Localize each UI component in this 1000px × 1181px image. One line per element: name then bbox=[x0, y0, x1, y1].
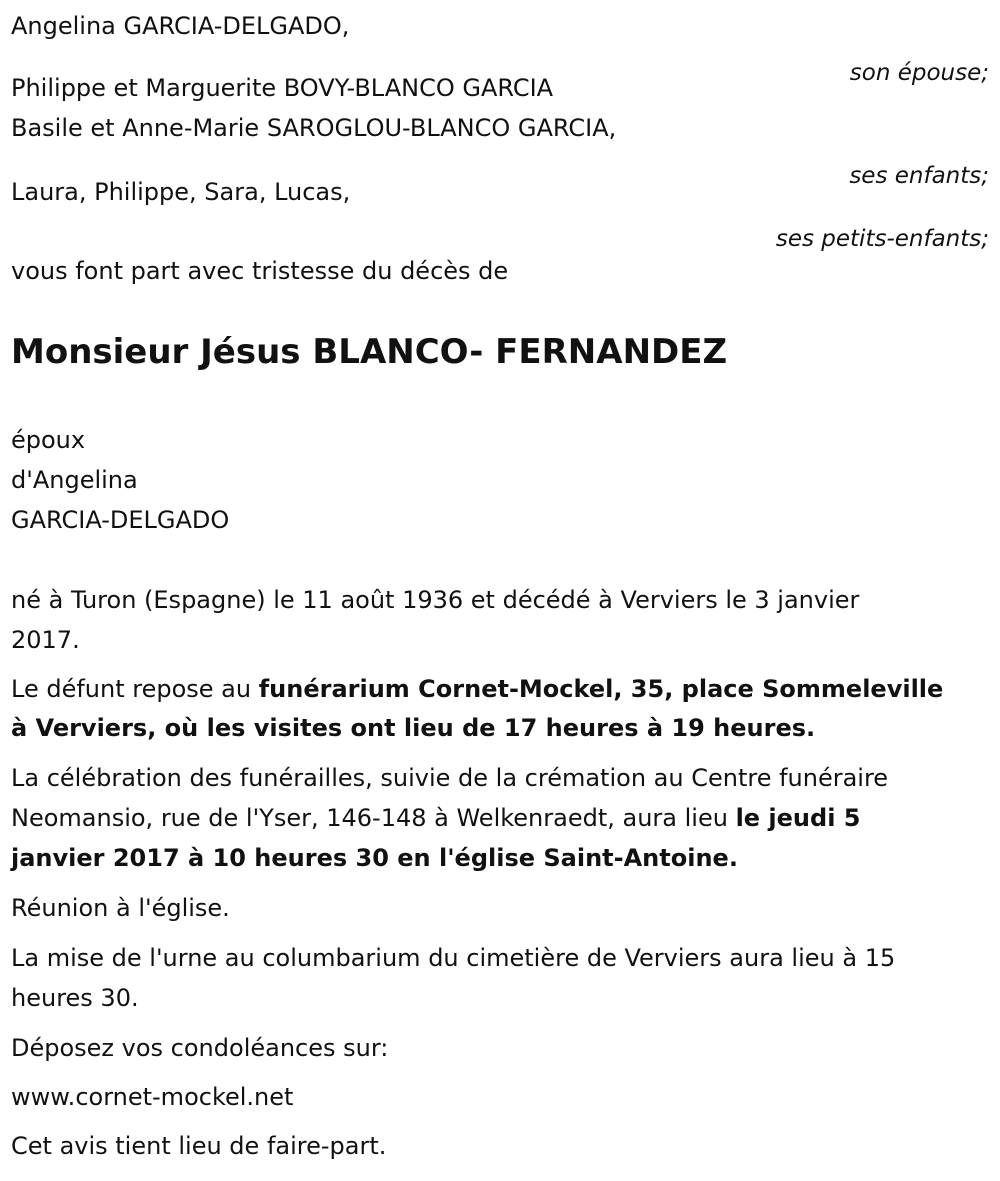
ceremony-date-start: le jeudi 5 bbox=[735, 804, 861, 832]
rest-intro: Le défunt repose au bbox=[11, 675, 259, 703]
epoux-line-3: GARCIA-DELGADO bbox=[11, 506, 230, 534]
announcement-text: vous font part avec tristesse du décès de bbox=[11, 257, 509, 285]
epoux-line-2: d'Angelina bbox=[11, 466, 138, 494]
children-line-2: Basile et Anne-Marie SAROGLOU-BLANCO GARCIA, bbox=[11, 114, 617, 142]
condolences-label: Déposez vos condoléances sur: bbox=[11, 1034, 389, 1062]
rest-line-2: à Verviers, où les visites ont lieu de 17 heures à 19 heures. bbox=[11, 714, 816, 742]
children-line-1: Philippe et Marguerite BOVY-BLANCO GARCIA bbox=[11, 74, 554, 102]
urn-line-2: heures 30. bbox=[11, 984, 139, 1012]
urn-line-1: La mise de l'urne au columbarium du cimetière de Verviers aura lieu à 15 bbox=[11, 944, 896, 972]
children-relation: ses enfants; bbox=[849, 163, 989, 189]
birth-death-line-1: né à Turon (Espagne) le 11 août 1936 et décédé à Verviers le 3 janvier bbox=[11, 586, 860, 614]
ceremony-line-2 bbox=[11, 798, 860, 838]
reunion-text: Réunion à l'église. bbox=[11, 894, 230, 922]
grandchildren-names: Laura, Philippe, Sara, Lucas, bbox=[11, 178, 351, 206]
rest-location: funérarium Cornet-Mockel, 35, place Sommeleville bbox=[258, 675, 944, 703]
ceremony-place: Neomansio, rue de l'Yser, 146-148 à Welkenraedt, aura lieu bbox=[11, 804, 736, 832]
ceremony-line-3: janvier 2017 à 10 heures 30 en l'église Saint-Antoine. bbox=[11, 844, 738, 872]
rest-line-1 bbox=[11, 669, 943, 709]
spouse-names: Angelina GARCIA-DELGADO, bbox=[11, 12, 350, 40]
deceased-name: Monsieur Jésus BLANCO- FERNANDEZ bbox=[11, 332, 728, 372]
birth-death-line-2: 2017. bbox=[11, 626, 80, 654]
spouse-relation: son épouse; bbox=[849, 60, 989, 86]
condolences-url[interactable]: www.cornet-mockel.net bbox=[11, 1083, 294, 1111]
closing-text: Cet avis tient lieu de faire-part. bbox=[11, 1132, 387, 1160]
grandchildren-relation: ses petits-enfants; bbox=[775, 226, 989, 252]
ceremony-line-1: La célébration des funérailles, suivie de la crémation au Centre funéraire bbox=[11, 764, 889, 792]
epoux-line-1: époux bbox=[11, 426, 86, 454]
